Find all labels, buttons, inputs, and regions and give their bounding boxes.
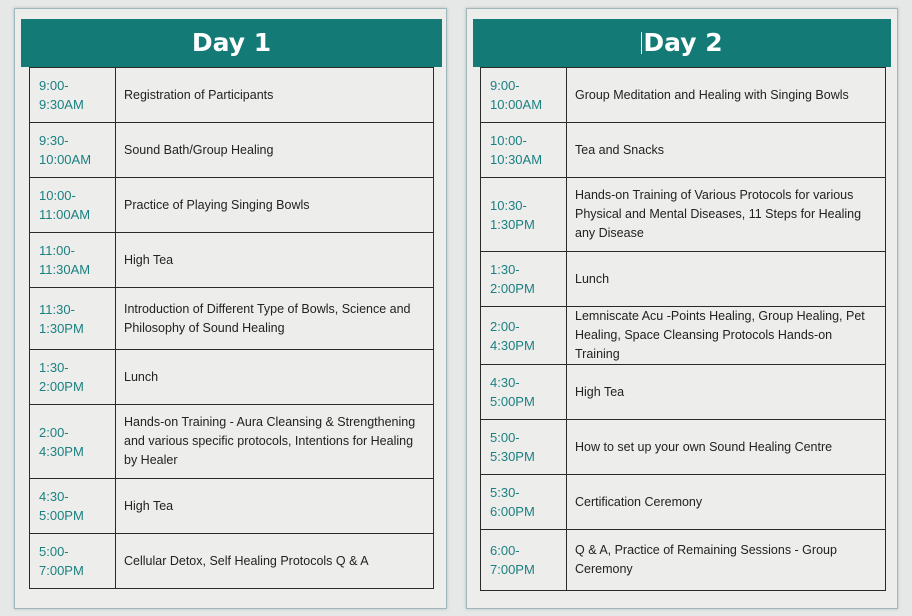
day1-schedule-table	[29, 67, 434, 589]
time-cell	[30, 288, 116, 350]
time-cell	[481, 252, 567, 307]
activity-cell: Cellular Detox, Self Healing Protocols Q & A	[116, 534, 434, 589]
time-cell	[481, 420, 567, 475]
schedule-row	[30, 479, 434, 534]
day2-schedule-card	[466, 8, 898, 609]
time-cell	[481, 530, 567, 591]
day2-schedule-table	[480, 67, 886, 591]
time-cell	[30, 178, 116, 233]
time-end: 11:30AM	[39, 262, 91, 277]
time-start: 2:00-	[490, 318, 520, 334]
time-cell	[30, 479, 116, 534]
time-end: 4:30PM	[39, 443, 84, 459]
time-start: 4:30-	[490, 375, 520, 390]
time-cell	[481, 178, 567, 252]
schedule-row	[481, 475, 886, 530]
time-start: 4:30-	[39, 489, 69, 504]
time-cell	[30, 123, 116, 178]
activity-cell: Lunch	[567, 252, 886, 307]
activity-cell: Registration of Participants	[116, 68, 434, 123]
time-start: 11:00-	[39, 243, 75, 258]
time-cell	[481, 307, 567, 365]
time-start: 6:00-	[490, 543, 520, 558]
schedule-row	[30, 123, 434, 178]
activity-cell: Introduction of Different Type of Bowls, Science and Philosophy of Sound Healing	[116, 288, 434, 350]
day2-header-text: Day 2	[643, 28, 723, 57]
time-start: 1:30-	[39, 360, 69, 375]
time-start: 9:00-	[39, 78, 69, 93]
time-start: 5:00-	[39, 544, 69, 559]
activity-cell: High Tea	[116, 479, 434, 534]
activity-cell: Hands-on Training - Aura Cleansing & Strengthening and various specific protocols, Intentions for Healing by Healer	[116, 405, 434, 479]
schedule-row	[481, 123, 886, 178]
time-end: 5:00PM	[490, 394, 535, 409]
activity-cell: Sound Bath/Group Healing	[116, 123, 434, 178]
time-cell	[30, 534, 116, 589]
time-end: 2:00PM	[39, 379, 84, 394]
time-end: 7:00PM	[39, 563, 84, 578]
time-end: 9:30AM	[39, 97, 84, 112]
schedule-row	[481, 178, 886, 252]
activity-cell: Practice of Playing Singing Bowls	[116, 178, 434, 233]
time-cell	[481, 475, 567, 530]
day2-header	[473, 19, 891, 67]
time-end: 5:00PM	[39, 508, 84, 523]
time-cell	[30, 233, 116, 288]
time-start: 2:00-	[39, 424, 69, 440]
schedule-row	[481, 420, 886, 475]
time-start: 5:30-	[490, 485, 520, 500]
activity-cell: Lemniscate Acu -Points Healing, Group Healing, Pet Healing, Space Cleansing Protocols Hands-on Training	[567, 307, 886, 365]
time-end: 11:00AM	[39, 207, 91, 222]
time-end: 7:00PM	[490, 562, 535, 577]
time-start: 9:30-	[39, 133, 69, 148]
day1-header: Day 1	[21, 19, 442, 67]
activity-cell: High Tea	[567, 365, 886, 420]
time-cell	[481, 68, 567, 123]
time-end: 1:30PM	[39, 320, 84, 336]
time-end: 10:00AM	[39, 152, 92, 167]
activity-cell: Group Meditation and Healing with Singing Bowls	[567, 68, 886, 123]
schedule-row	[481, 68, 886, 123]
time-end: 5:30PM	[490, 449, 535, 464]
time-start: 5:00-	[490, 430, 520, 445]
activity-cell: Lunch	[116, 350, 434, 405]
time-end: 10:30AM	[490, 152, 543, 167]
activity-cell: How to set up your own Sound Healing Centre	[567, 420, 886, 475]
time-cell	[481, 365, 567, 420]
schedule-row	[30, 405, 434, 479]
activity-cell: Tea and Snacks	[567, 123, 886, 178]
time-end: 10:00AM	[490, 97, 543, 112]
time-end: 2:00PM	[490, 281, 535, 296]
day1-schedule-card	[14, 8, 447, 609]
schedule-row	[30, 534, 434, 589]
time-end: 4:30PM	[490, 337, 535, 353]
time-cell	[30, 68, 116, 123]
time-end: 1:30PM	[490, 216, 535, 232]
activity-cell: Hands-on Training of Various Protocols for various Physical and Mental Diseases, 11 Steps for Healing any Disease	[567, 178, 886, 252]
schedule-row	[30, 350, 434, 405]
time-cell	[30, 405, 116, 479]
time-cell	[481, 123, 567, 178]
activity-cell: High Tea	[116, 233, 434, 288]
time-start: 10:30-	[490, 197, 527, 213]
time-end: 6:00PM	[490, 504, 535, 519]
time-cell	[30, 350, 116, 405]
time-start: 1:30-	[490, 262, 520, 277]
activity-cell: Certification Ceremony	[567, 475, 886, 530]
time-start: 10:00-	[39, 188, 76, 203]
time-start: 10:00-	[490, 133, 527, 148]
schedule-row	[30, 68, 434, 123]
schedule-row	[30, 233, 434, 288]
schedule-row	[481, 365, 886, 420]
schedule-row	[481, 307, 886, 365]
schedule-row	[481, 530, 886, 591]
activity-cell: Q & A, Practice of Remaining Sessions - Group Ceremony	[567, 530, 886, 591]
schedule-row	[481, 252, 886, 307]
time-start: 9:00-	[490, 78, 520, 93]
schedule-row	[30, 288, 434, 350]
time-start: 11:30-	[39, 301, 75, 317]
schedule-row	[30, 178, 434, 233]
